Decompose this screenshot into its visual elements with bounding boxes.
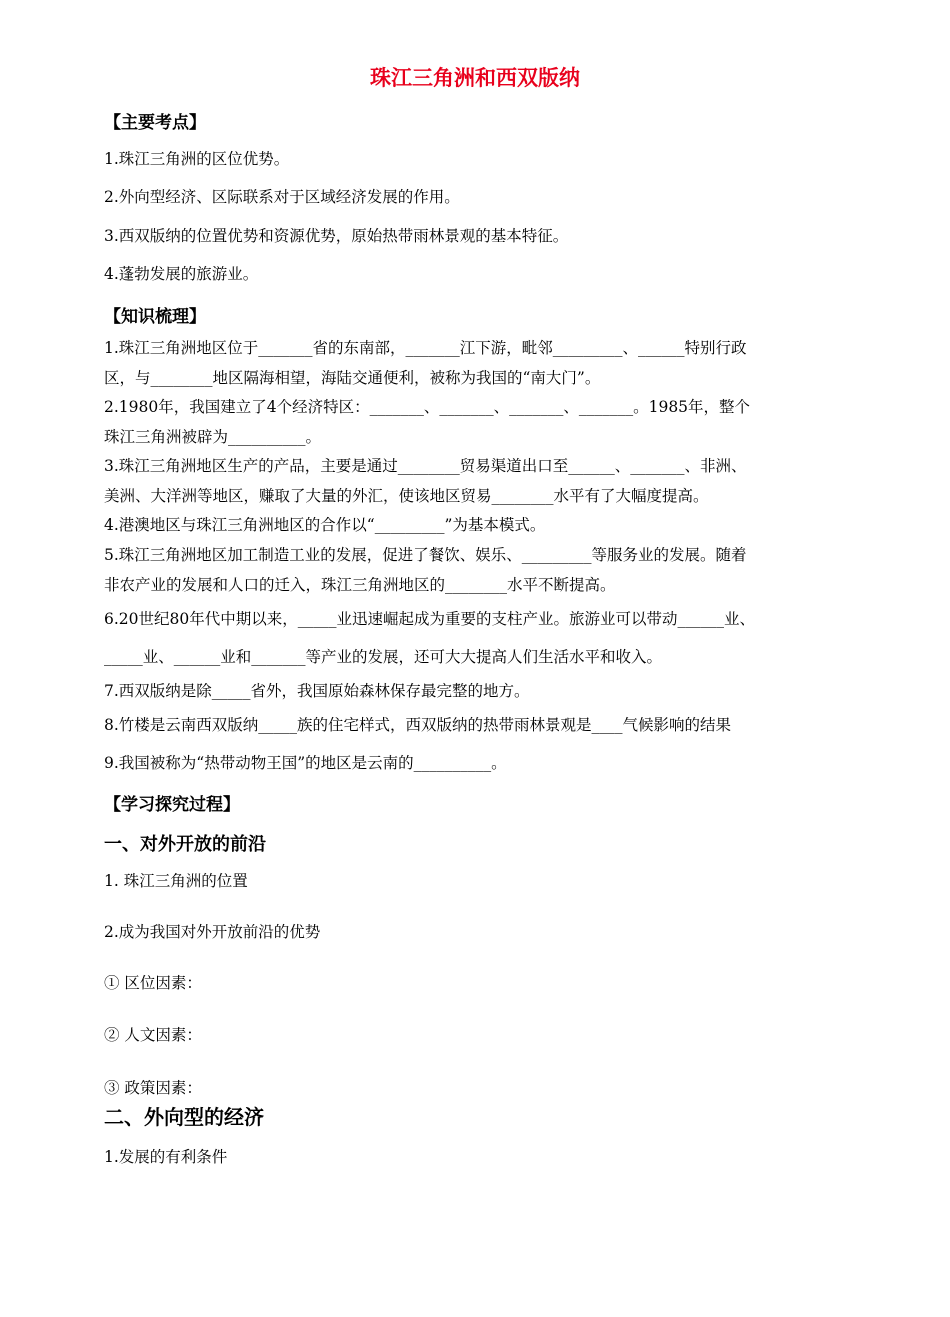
knowledge-line-2: 区，与________地区隔海相望，海陆交通便利，被称为我国的“南大门”。 [104, 369, 601, 387]
part1-item-2: 2.成为我国对外开放前沿的优势 [104, 923, 321, 941]
part2-heading: 二、外向型的经济 [104, 1105, 264, 1129]
section-knowledge: 【知识梳理】 [104, 307, 206, 327]
section-study: 【学习探究过程】 [104, 795, 240, 815]
knowledge-line-6: 美洲、大洋洲等地区，赚取了大量的外汇，使该地区贸易________水平有了大幅度提高。 [104, 487, 709, 505]
part2-item-1: 1.发展的有利条件 [104, 1148, 228, 1166]
knowledge-line-3: 2.1980年，我国建立了4个经济特区：_______、_______、_______、_______。1985年，整个 [104, 398, 751, 416]
knowledge-line-12: 7.西双版纳是除_____省外，我国原始森林保存最完整的地方。 [104, 682, 530, 700]
main-point-4: 4.蓬勃发展的旅游业。 [104, 265, 259, 283]
knowledge-line-13: 8.竹楼是云南西双版纳_____族的住宅样式，西双版纳的热带雨林景观是____气候影响的结果 [104, 716, 732, 734]
part1-item-4: ② 人文因素： [104, 1026, 202, 1044]
section-main-points: 【主要考点】 [104, 113, 206, 133]
knowledge-line-5: 3.珠江三角洲地区生产的产品，主要是通过________贸易渠道出口至______、_______、非洲、 [104, 457, 747, 475]
main-point-1: 1.珠江三角洲的区位优势。 [104, 150, 290, 168]
main-point-3: 3.西双版纳的位置优势和资源优势，原始热带雨林景观的基本特征。 [104, 227, 569, 245]
knowledge-line-10: 6.20世纪80年代中期以来，_____业迅速崛起成为重要的支柱产业。旅游业可以带动______业、 [104, 610, 755, 628]
part1-heading: 一、对外开放的前沿 [104, 834, 266, 855]
page-title: 珠江三角洲和西双版纳 [370, 66, 580, 90]
main-point-2: 2.外向型经济、区际联系对于区域经济发展的作用。 [104, 188, 460, 206]
part1-item-5: ③ 政策因素： [104, 1079, 202, 1097]
knowledge-line-1: 1.珠江三角洲地区位于_______省的东南部，_______江下游，毗邻_________、______特别行政 [104, 339, 747, 357]
knowledge-line-9: 非农产业的发展和人口的迁入，珠江三角洲地区的________水平不断提高。 [104, 576, 616, 594]
knowledge-line-8: 5.珠江三角洲地区加工制造工业的发展，促进了餐饮、娱乐、_________等服务业的发展。随着 [104, 546, 747, 564]
knowledge-line-14: 9.我国被称为“热带动物王国”的地区是云南的__________。 [104, 754, 507, 772]
part1-item-1: 1. 珠江三角洲的位置 [104, 872, 248, 890]
knowledge-line-11: _____业、______业和_______等产业的发展，还可大大提高人们生活水平和收入。 [104, 648, 663, 666]
knowledge-line-4: 珠江三角洲被辟为__________。 [104, 428, 322, 446]
knowledge-line-7: 4.港澳地区与珠江三角洲地区的合作以“_________”为基本模式。 [104, 516, 546, 534]
part1-item-3: ① 区位因素： [104, 974, 202, 992]
